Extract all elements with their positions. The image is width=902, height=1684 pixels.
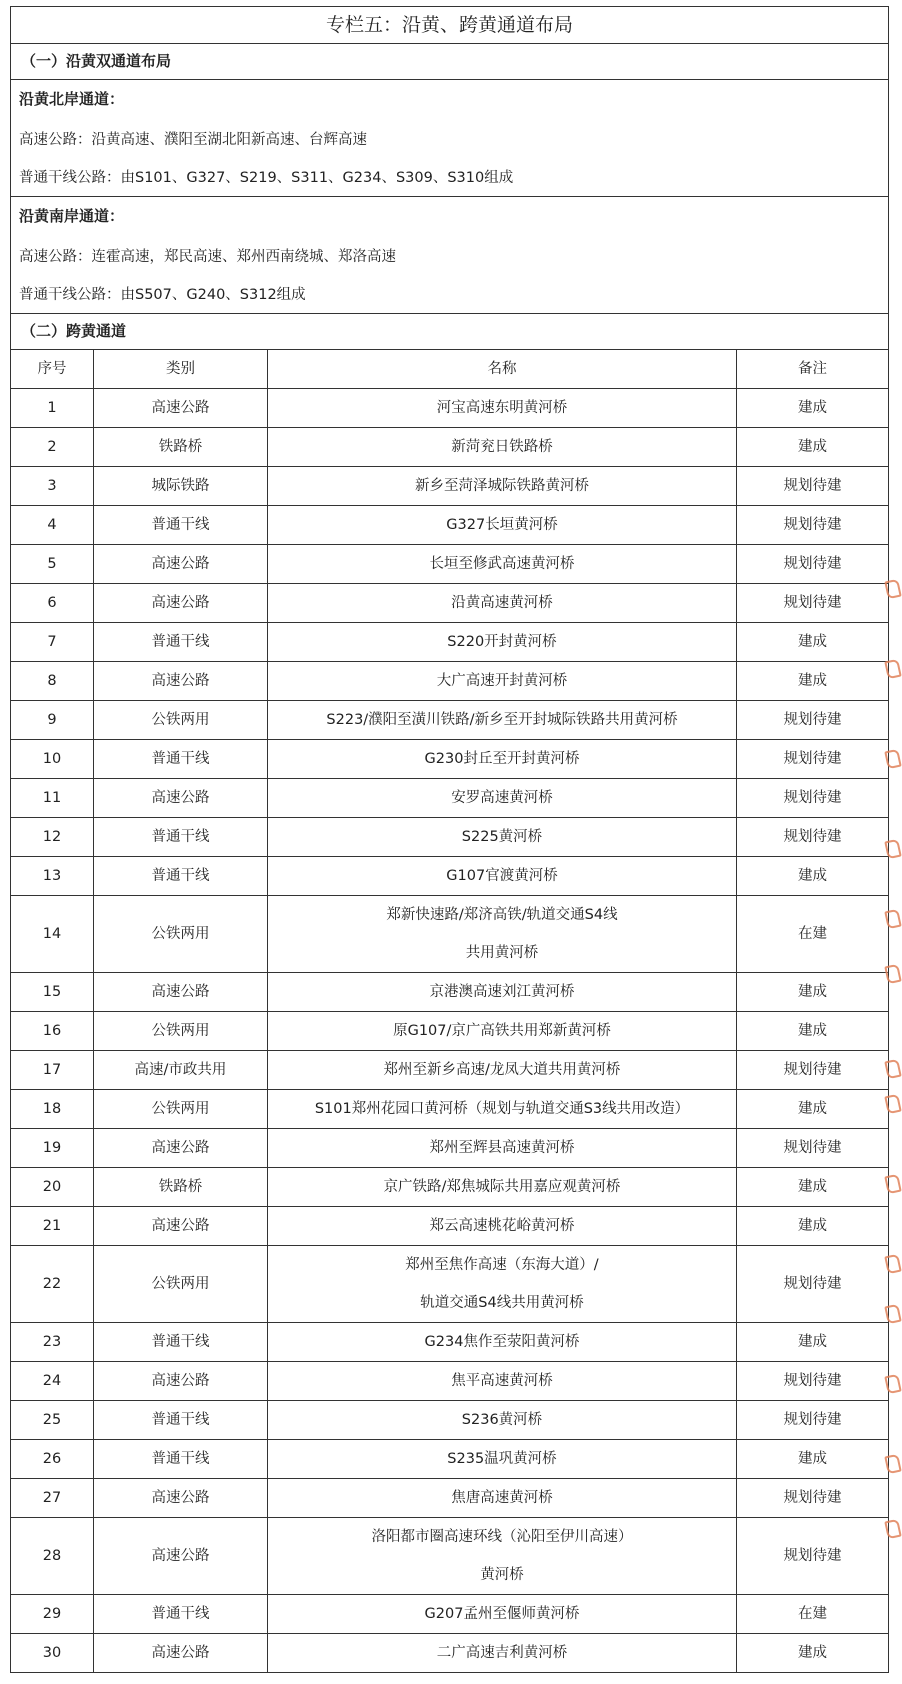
row-name-line: 安罗高速黄河桥 [451,789,553,806]
row-type: 普通干线 [94,1595,268,1634]
row-note: 建成 [737,1323,889,1362]
row-name-line: 新乡至菏泽城际铁路黄河桥 [415,477,589,494]
row-note: 规划待建 [737,1362,889,1401]
row-name [268,1129,737,1168]
row-type: 普通干线 [94,1401,268,1440]
row-number: 6 [11,584,94,623]
row-number: 1 [11,389,94,428]
table-row [11,545,889,584]
row-type: 高速公路 [94,1479,268,1518]
row-type: 城际铁路 [94,467,268,506]
row-name-line: 共用黄河桥 [465,944,539,961]
table-row [11,428,889,467]
row-name-line: 郑新快速路/郑济高铁/轨道交通S4线 [386,906,618,923]
column-header-name: 名称 [268,350,737,389]
table-row [11,1595,889,1634]
row-number: 14 [11,896,94,973]
row-number: 22 [11,1246,94,1323]
table-row [11,1518,889,1595]
table-row [11,857,889,896]
row-type: 高速公路 [94,779,268,818]
table-row [11,973,889,1012]
row-note: 规划待建 [737,467,889,506]
row-number: 4 [11,506,94,545]
row-note: 规划待建 [737,701,889,740]
row-name [268,506,737,545]
north-bank-block [11,80,889,197]
row-name [268,1362,737,1401]
row-name [268,973,737,1012]
north-bank-trunk-road: 普通干线公路：由S101、G327、S219、S311、G234、S309、S310组成 [19,170,514,186]
row-name-line: G107官渡黄河桥 [446,867,558,884]
row-name [268,1168,737,1207]
row-name [268,1634,737,1673]
table-row [11,1246,889,1323]
section-heading-1: （一）沿黄双通道布局 [11,44,889,80]
row-number: 23 [11,1323,94,1362]
row-type: 普通干线 [94,1440,268,1479]
row-note: 建成 [737,1634,889,1673]
row-name [268,1207,737,1246]
row-type: 高速公路 [94,662,268,701]
north-bank-heading: 沿黄北岸通道： [19,90,125,108]
row-type: 高速公路 [94,973,268,1012]
table-title: 专栏五：沿黄、跨黄通道布局 [11,7,889,44]
row-number: 16 [11,1012,94,1051]
row-note: 规划待建 [737,506,889,545]
row-note: 建成 [737,1440,889,1479]
row-note: 建成 [737,389,889,428]
row-name-line: G230封丘至开封黄河桥 [424,750,580,767]
table-header-row [11,350,889,389]
north-bank-expressway: 高速公路：沿黄高速、濮阳至湖北阳新高速、台辉高速 [19,132,367,148]
layout-table [10,6,889,1673]
row-name [268,1401,737,1440]
row-name-line: 郑州至辉县高速黄河桥 [429,1139,575,1156]
row-name [268,818,737,857]
row-name [268,1323,737,1362]
row-type: 高速公路 [94,1362,268,1401]
row-name-line: 轨道交通S4线共用黄河桥 [420,1294,584,1311]
row-note: 规划待建 [737,1129,889,1168]
row-name [268,1012,737,1051]
row-number: 24 [11,1362,94,1401]
row-note: 规划待建 [737,545,889,584]
row-name [268,857,737,896]
row-name-line: 京港澳高速刘江黄河桥 [429,983,575,1000]
row-note: 规划待建 [737,818,889,857]
row-number: 29 [11,1595,94,1634]
table-row [11,896,889,973]
row-number: 11 [11,779,94,818]
row-number: 17 [11,1051,94,1090]
row-name [268,1479,737,1518]
row-type: 高速公路 [94,584,268,623]
row-type: 高速公路 [94,389,268,428]
table-row [11,1362,889,1401]
row-name-line: 新菏兖日铁路桥 [451,438,553,455]
table-row [11,623,889,662]
row-type: 铁路桥 [94,1168,268,1207]
row-note: 规划待建 [737,1479,889,1518]
table-row [11,779,889,818]
row-name-line: 郑云高速桃花峪黄河桥 [429,1217,575,1234]
row-name [268,701,737,740]
row-name [268,1051,737,1090]
column-header-note: 备注 [737,350,889,389]
row-name-line: 郑州至新乡高速/龙凤大道共用黄河桥 [383,1061,621,1078]
row-type: 公铁两用 [94,1246,268,1323]
row-number: 28 [11,1518,94,1595]
row-number: 2 [11,428,94,467]
row-number: 15 [11,973,94,1012]
row-number: 27 [11,1479,94,1518]
row-name [268,467,737,506]
row-note: 建成 [737,428,889,467]
row-type: 普通干线 [94,818,268,857]
south-bank-block [11,197,889,314]
row-note: 建成 [737,857,889,896]
row-name-line: G207孟州至偃师黄河桥 [424,1605,580,1622]
section-heading-2: （二）跨黄通道 [11,314,889,350]
row-name [268,1246,737,1323]
row-note: 规划待建 [737,584,889,623]
table-row [11,1168,889,1207]
row-type: 普通干线 [94,1323,268,1362]
row-note: 在建 [737,896,889,973]
document [10,6,888,1673]
row-name-line: 焦平高速黄河桥 [451,1372,553,1389]
table-row [11,1207,889,1246]
row-name-line: 郑州至焦作高速（东海大道）/ [405,1256,599,1273]
row-name-line: G234焦作至荥阳黄河桥 [424,1333,580,1350]
table-row [11,1440,889,1479]
row-note: 建成 [737,662,889,701]
row-number: 9 [11,701,94,740]
table-row [11,1401,889,1440]
row-type: 铁路桥 [94,428,268,467]
row-type: 公铁两用 [94,896,268,973]
table-row [11,584,889,623]
row-number: 8 [11,662,94,701]
row-number: 5 [11,545,94,584]
south-bank-heading: 沿黄南岸通道： [19,207,125,225]
row-number: 7 [11,623,94,662]
row-name [268,1440,737,1479]
row-name-line: S225黄河桥 [461,828,543,845]
row-note: 规划待建 [737,1246,889,1323]
row-type: 高速公路 [94,545,268,584]
row-type: 高速公路 [94,1207,268,1246]
row-name-line: 原G107/京广高铁共用郑新黄河桥 [393,1022,611,1039]
table-row [11,1090,889,1129]
row-number: 25 [11,1401,94,1440]
row-name-line: 沿黄高速黄河桥 [451,594,553,611]
row-name-line: G327长垣黄河桥 [446,516,558,533]
row-number: 21 [11,1207,94,1246]
table-row [11,467,889,506]
row-type: 普通干线 [94,857,268,896]
row-number: 30 [11,1634,94,1673]
table-row [11,818,889,857]
row-name-line: S223/濮阳至潢川铁路/新乡至开封城际铁路共用黄河桥 [326,711,678,728]
table-row [11,1012,889,1051]
row-note: 建成 [737,1012,889,1051]
row-note: 建成 [737,973,889,1012]
row-name-line: S220开封黄河桥 [447,633,557,650]
row-number: 26 [11,1440,94,1479]
column-header-no: 序号 [11,350,94,389]
stamp-edge [890,0,902,1684]
row-name [268,545,737,584]
row-type: 公铁两用 [94,701,268,740]
row-note: 建成 [737,1090,889,1129]
row-note: 规划待建 [737,1051,889,1090]
row-number: 12 [11,818,94,857]
row-name-line: 洛阳都市圈高速环线（沁阳至伊川高速） [371,1528,633,1545]
row-name-line: 黄河桥 [480,1566,524,1583]
row-note: 规划待建 [737,1518,889,1595]
table-row [11,1051,889,1090]
row-note: 规划待建 [737,1401,889,1440]
row-note: 建成 [737,623,889,662]
row-number: 18 [11,1090,94,1129]
row-name [268,1090,737,1129]
row-type: 普通干线 [94,740,268,779]
row-type: 公铁两用 [94,1012,268,1051]
table-row [11,389,889,428]
row-note: 规划待建 [737,779,889,818]
row-name [268,740,737,779]
row-type: 普通干线 [94,506,268,545]
table-row [11,1323,889,1362]
table-row [11,506,889,545]
row-number: 3 [11,467,94,506]
row-name-line: 长垣至修武高速黄河桥 [429,555,575,572]
table-row [11,1479,889,1518]
row-name [268,389,737,428]
row-name [268,779,737,818]
row-name-line: 河宝高速东明黄河桥 [436,399,568,416]
row-note: 在建 [737,1595,889,1634]
row-name [268,584,737,623]
row-type: 高速公路 [94,1634,268,1673]
row-number: 20 [11,1168,94,1207]
row-name [268,896,737,973]
row-name-line: 京广铁路/郑焦城际共用嘉应观黄河桥 [383,1178,621,1195]
row-number: 10 [11,740,94,779]
table-row [11,701,889,740]
row-name-line: S236黄河桥 [461,1411,543,1428]
table-row [11,1634,889,1673]
table-row [11,662,889,701]
row-name-line: 二广高速吉利黄河桥 [436,1644,568,1661]
row-name [268,623,737,662]
row-note: 建成 [737,1207,889,1246]
south-bank-expressway: 高速公路：连霍高速，郑民高速、郑州西南绕城、郑洛高速 [19,249,396,265]
row-name-line: 焦唐高速黄河桥 [451,1489,553,1506]
row-name-line: S235温巩黄河桥 [447,1450,557,1467]
row-type: 高速公路 [94,1518,268,1595]
column-header-type: 类别 [94,350,268,389]
row-note: 规划待建 [737,740,889,779]
row-name [268,428,737,467]
row-type: 公铁两用 [94,1090,268,1129]
row-number: 19 [11,1129,94,1168]
row-name-line: S101郑州花园口黄河桥（规划与轨道交通S3线共用改造） [314,1100,690,1117]
row-number: 13 [11,857,94,896]
table-row [11,1129,889,1168]
row-name [268,1518,737,1595]
row-name-line: 大广高速开封黄河桥 [436,672,568,689]
row-type: 高速公路 [94,1129,268,1168]
row-type: 高速/市政共用 [94,1051,268,1090]
row-type: 普通干线 [94,623,268,662]
row-name [268,1595,737,1634]
south-bank-trunk-road: 普通干线公路：由S507、G240、S312组成 [19,287,306,303]
row-note: 建成 [737,1168,889,1207]
table-row [11,740,889,779]
row-name [268,662,737,701]
